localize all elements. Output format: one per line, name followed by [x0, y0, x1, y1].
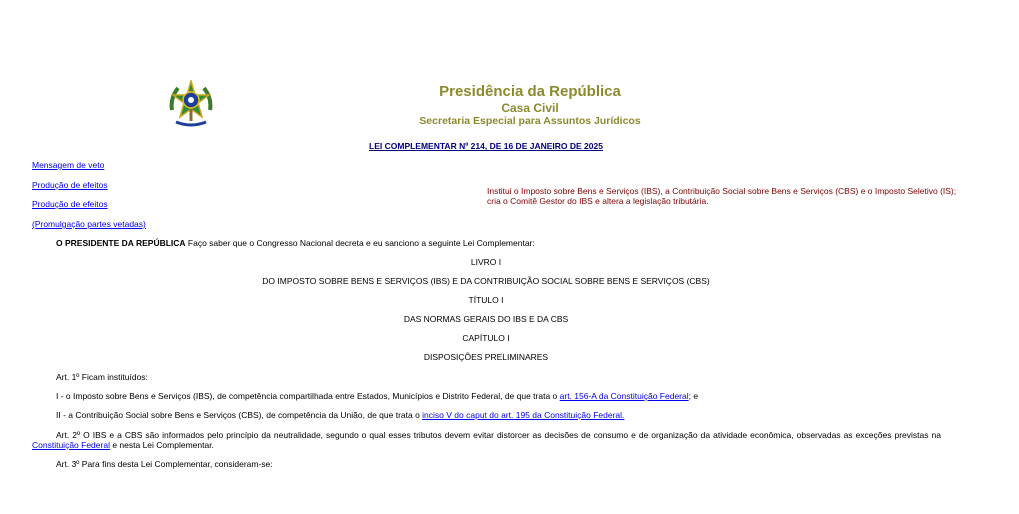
article-3: Art. 3º Para fins desta Lei Complementar, consideram-se:	[56, 459, 273, 469]
article-1-inciso-1	[56, 391, 698, 401]
preamble-text: Faço saber que o Congresso Nacional decreta e eu sanciono a seguinte Lei Complementar:	[185, 238, 535, 248]
article-1-inciso-2	[56, 410, 624, 420]
heading-titulo: TÍTULO I	[468, 295, 504, 305]
article-2-text: Art. 2º O IBS e a CBS são informados pelo princípio da neutralidade, segundo o qual esses tributos devem evitar distorcer as decisões de consumo e de organização da atividade econômica, observadas as exceções previstas na	[56, 430, 941, 440]
effects-production-link-2[interactable]: Produção de efeitos	[32, 199, 108, 209]
header-title: Presidência da República	[439, 83, 621, 100]
art-195-link[interactable]: inciso V do caput do art. 195 da Constituição Federal.	[422, 410, 625, 420]
art-156a-link[interactable]: art. 156-A da Constituição Federal	[559, 391, 689, 401]
heading-livro-title: DO IMPOSTO SOBRE BENS E SERVIÇOS (IBS) E DA CONTRIBUIÇÃO SOCIAL SOBRE BENS E SERVIÇOS (CBS)	[262, 276, 710, 286]
heading-livro: LIVRO I	[470, 257, 502, 267]
article-2	[32, 430, 941, 450]
veto-message-link[interactable]: Mensagem de veto	[32, 160, 105, 170]
inciso-2-text: II - a Contribuição Social sobre Bens e Serviços (CBS), de competência da União, de que trata o	[56, 410, 423, 420]
article-1: Art. 1º Ficam instituídos:	[56, 372, 148, 382]
effects-production-link-1[interactable]: Produção de efeitos	[32, 180, 108, 190]
law-title	[300, 141, 672, 151]
preamble-bold: O PRESIDENTE DA REPÚBLICA	[56, 238, 186, 248]
constituicao-federal-link[interactable]: Constituição Federal	[32, 440, 110, 450]
heading-titulo-title: DAS NORMAS GERAIS DO IBS E DA CBS	[403, 314, 569, 324]
header-subtitle: Casa Civil	[501, 101, 559, 115]
heading-capitulo-title: DISPOSIÇÕES PRELIMINARES	[423, 352, 549, 362]
coat-of-arms-emblem	[168, 80, 214, 130]
vetoed-parts-promulgation-link[interactable]: (Promulgação partes vetadas)	[32, 219, 146, 229]
heading-capitulo: CAPÍTULO I	[462, 333, 510, 343]
inciso-1-text: I - o Imposto sobre Bens e Serviços (IBS), de competência compartilhada entre Estados, Municípios e Distrito Federal, de que trata o	[56, 391, 560, 401]
preamble	[56, 238, 535, 248]
inciso-1-end: ; e	[688, 391, 699, 401]
header-department: Secretaria Especial para Assuntos Jurídicos	[419, 115, 641, 127]
article-2-end: e nesta Lei Complementar.	[109, 440, 214, 450]
law-title-link[interactable]: LEI COMPLEMENTAR Nº 214, DE 16 DE JANEIRO DE 2025	[369, 141, 603, 151]
ementa-text: Institui o Imposto sobre Bens e Serviços (IBS), a Contribuição Social sobre Bens e Serviços (CBS) e o Imposto Seletivo (IS); cria o Comitê Gestor do IBS e altera a legislação tributária.	[487, 186, 957, 206]
